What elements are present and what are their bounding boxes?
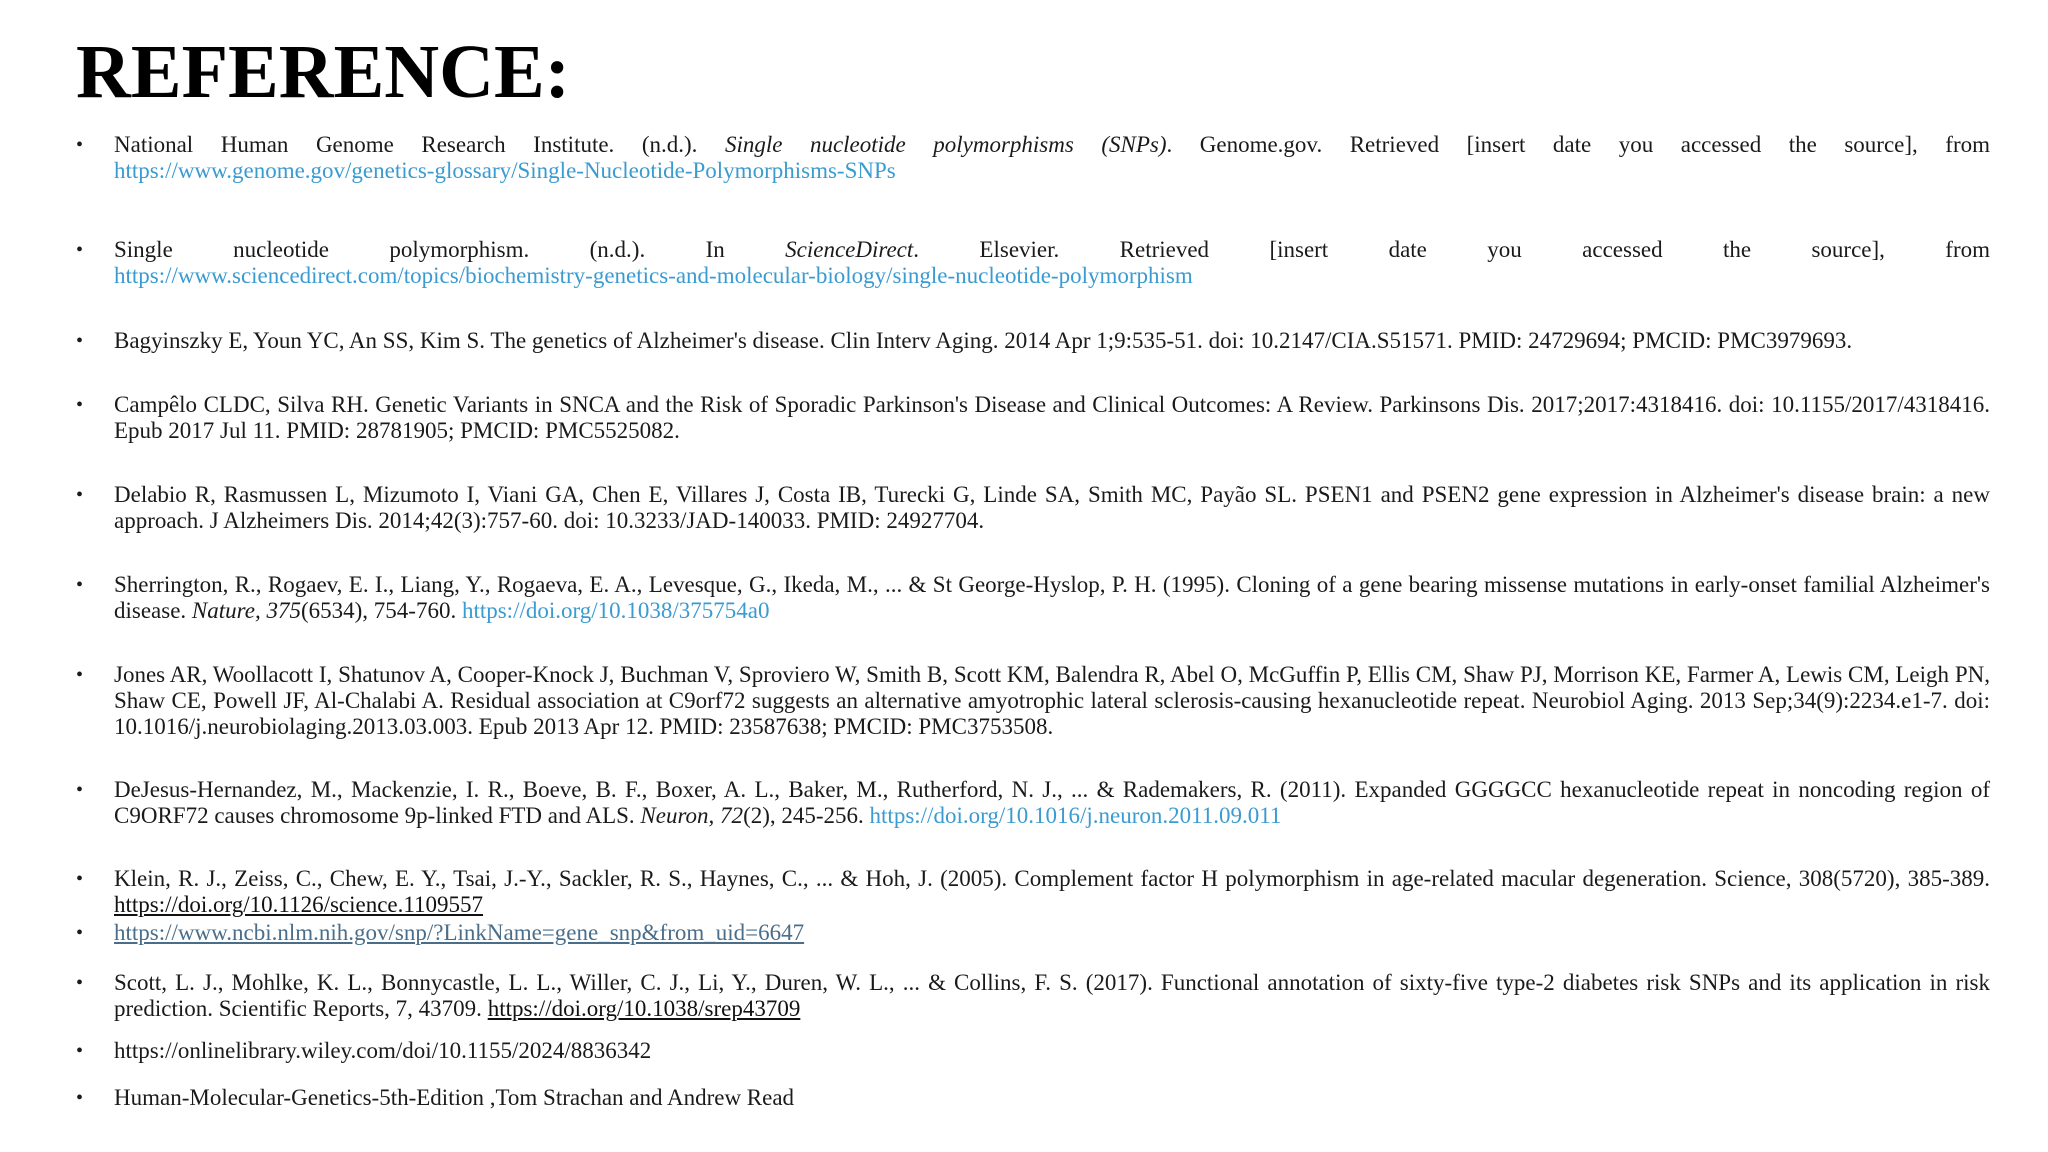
reference-link[interactable]: https://doi.org/10.1016/j.neuron.2011.09.011	[869, 803, 1282, 828]
reference-item-10	[76, 920, 1990, 946]
reference-item-2: • Single nucleotide polymorphism. (n.d.). In ScienceDirect. Elsevier. Retrieved [insert date you accessed the source], from https://www.sciencedirect.com/topics/biochemistry-genetics-and-molecular-biology/single-nucleotide-polymorphism	[76, 237, 1990, 288]
reference-item-13: • Human-Molecular-Genetics-5th-Edition ,Tom Strachan and Andrew Read	[76, 1085, 795, 1110]
bullet-icon: •	[76, 868, 84, 890]
reference-item-7: • Jones AR, Woollacott I, Shatunov A, Cooper-Knock J, Buchman V, Sproviero W, Smith B, Scott KM, Balendra R, Abel O, McGuffin P, Ellis CM, Shaw PJ, Morrison KE, Farmer A, Lewis CM, Leigh PN, Shaw CE, Powell JF, Al-Chalabi A. Residual association at C9orf72 suggests an alternative amyotrophic lateral sclerosis-causing hexanucleotide repeat. Neurobiol Aging. 2013 Sep;34(9):2234.e1-7. doi: 10.1016/j.neurobiolaging.2013.03.003. Epub 2013 Apr 12. PMID: 23587638; PMCID: PMC3753508.	[76, 662, 1990, 739]
reference-item-8: • DeJesus-Hernandez, M., Mackenzie, I. R., Boeve, B. F., Boxer, A. L., Baker, M., Rutherford, N. J., ... & Rademakers, R. (2011). Expanded GGGGCC hexanucleotide repeat in noncoding region of C9ORF72 causes chromosome 9p-linked FTD and ALS. Neuron, 72(2), 245-256. https://doi.org/10.1016/j.neuron.2011.09.011	[76, 777, 1990, 828]
bullet-icon: •	[76, 134, 84, 156]
bullet-icon: •	[76, 972, 84, 994]
bullet-icon: •	[76, 664, 84, 686]
reference-item-11: • Scott, L. J., Mohlke, K. L., Bonnycastle, L. L., Willer, C. J., Li, Y., Duren, W. L., ... & Collins, F. S. (2017). Functional annotation of sixty-five type-2 diabetes risk SNPs and its application in risk prediction. Scientific Reports, 7, 43709. https://doi.org/10.1038/srep43709	[76, 970, 1990, 1021]
reference-link[interactable]: https://doi.org/10.1038/375754a0	[461, 598, 770, 623]
bullet-icon: •	[76, 922, 84, 944]
bullet-icon: •	[76, 330, 84, 352]
bullet-icon: •	[76, 1040, 84, 1062]
page-title: REFERENCE:	[76, 30, 571, 114]
bullet-icon: •	[76, 394, 84, 416]
bullet-icon: •	[76, 239, 84, 261]
reference-item-1: • National Human Genome Research Institute. (n.d.). Single nucleotide polymorphisms (SNPs). Genome.gov. Retrieved [insert date you accessed the source], from https://www.genome.gov/genetics-glossary/Single-Nucleotide-Polymorphisms-SNPs	[76, 132, 1990, 183]
bullet-icon: •	[76, 484, 84, 506]
reference-item-5: • Delabio R, Rasmussen L, Mizumoto I, Viani GA, Chen E, Villares J, Costa IB, Turecki G, Linde SA, Smith MC, Payão SL. PSEN1 and PSEN2 gene expression in Alzheimer's disease brain: a new approach. J Alzheimers Dis. 2014;42(3):757-60. doi: 10.3233/JAD-140033. PMID: 24927704.	[76, 482, 1990, 533]
bullet-icon: •	[76, 574, 84, 596]
reference-item-3: • Bagyinszky E, Youn YC, An SS, Kim S. The genetics of Alzheimer's disease. Clin Interv Aging. 2014 Apr 1;9:535-51. doi: 10.2147/CIA.S51571. PMID: 24729694; PMCID: PMC3979693.	[76, 328, 1853, 353]
reference-link[interactable]: https://www.sciencedirect.com/topics/biochemistry-genetics-and-molecular-biology/single-nucleotide-polymorphism	[114, 263, 1193, 288]
bullet-icon: •	[76, 1087, 84, 1109]
reference-item-12: • https://onlinelibrary.wiley.com/doi/10.1155/2024/8836342	[76, 1038, 652, 1063]
reference-item-4: • Campêlo CLDC, Silva RH. Genetic Variants in SNCA and the Risk of Sporadic Parkinson's Disease and Clinical Outcomes: A Review. Parkinsons Dis. 2017;2017:4318416. doi: 10.1155/2017/4318416. Epub 2017 Jul 11. PMID: 28781905; PMCID: PMC5525082.	[76, 392, 1990, 443]
reference-item-6: • Sherrington, R., Rogaev, E. I., Liang, Y., Rogaeva, E. A., Levesque, G., Ikeda, M., ... & St George-Hyslop, P. H. (1995). Cloning of a gene bearing missense mutations in early-onset familial Alzheimer's disease. Nature, 375(6534), 754-760. https://doi.org/10.1038/375754a0	[76, 572, 1990, 623]
reference-link[interactable]: https://doi.org/10.1038/srep43709	[487, 996, 801, 1021]
reference-link[interactable]: https://www.ncbi.nlm.nih.gov/snp/?LinkName=gene_snp&from_uid=6647	[114, 920, 805, 945]
reference-link[interactable]: https://www.genome.gov/genetics-glossary/Single-Nucleotide-Polymorphisms-SNPs	[114, 158, 896, 183]
reference-link[interactable]: https://doi.org/10.1126/science.1109557	[114, 892, 484, 917]
reference-item-9: • Klein, R. J., Zeiss, C., Chew, E. Y., Tsai, J.-Y., Sackler, R. S., Haynes, C., ... & Hoh, J. (2005). Complement factor H polymorphism in age-related macular degeneration. Science, 308(5720), 385-389. https://doi.org/10.1126/science.1109557	[76, 866, 1990, 917]
bullet-icon: •	[76, 779, 84, 801]
